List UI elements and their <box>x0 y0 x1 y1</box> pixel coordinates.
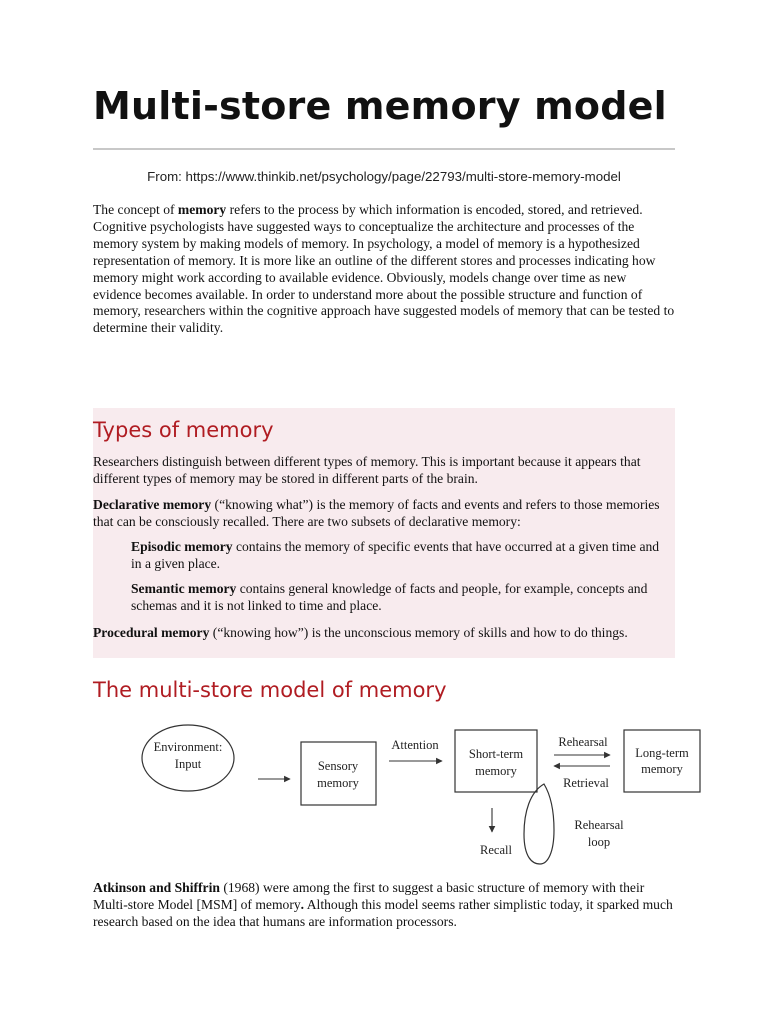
episodic-text: contains the memory of specific events that have occurred at a given time and in a given place. <box>131 539 660 571</box>
page-title: Multi-store memory model <box>93 84 667 128</box>
msm-heading: The multi-store model of memory <box>93 678 447 702</box>
multi-store-model-diagram <box>130 712 710 872</box>
sensory-label-line1: Sensory <box>317 759 359 773</box>
intro-text-start: The concept of <box>93 202 178 217</box>
semantic-text: contains general knowledge of facts and people, for example, concepts and schemas and it is not linked to time and place. <box>131 581 648 613</box>
intro-text-rest: refers to the process by which information is encoded, stored, and retrieved. Cognitive psychologists have suggested ways to conceptualize the architecture and processes of the memory system by making models of memory. In psychology, a model of memory is a hypothesized representation of memory. It is more like an outline of the different stores and processes indicating how memory might work according to available evidence. Obviously, models change over time as new evidence becomes available. In order to understand more about the possible structure and function of memory, researchers within the cognitive approach have suggested models of memory that can be tested to determine their validity. <box>93 202 675 336</box>
semantic-paragraph <box>131 581 661 615</box>
ltm-label-line1: Long-term <box>635 746 689 760</box>
long-term-memory-node <box>624 730 700 792</box>
semantic-term: Semantic memory <box>131 581 237 596</box>
intro-bold-term: memory <box>177 202 227 217</box>
rehearsal-loop-label-line1: Rehearsal <box>574 818 624 832</box>
authors-term: Atkinson and Shiffrin <box>93 880 220 895</box>
short-term-memory-node <box>455 730 537 792</box>
procedural-text: (“knowing how”) is the unconscious memory of skills and how to do things. <box>209 625 628 640</box>
final-text-part2: Although this model seems rather simplistic today, it sparked much research based on the idea that humans are information processors. <box>93 896 673 929</box>
episodic-paragraph <box>131 539 661 573</box>
intro-paragraph <box>93 202 677 337</box>
sensory-label-line2: memory <box>317 776 359 790</box>
declarative-text: (“knowing what”) is the memory of facts and events and refers to those memories that can be consciously recalled. There are two subsets of declarative memory: <box>93 497 660 529</box>
procedural-paragraph <box>93 625 675 642</box>
title-divider <box>93 148 675 150</box>
types-heading: Types of memory <box>93 418 274 442</box>
declarative-term: Declarative memory <box>93 497 212 512</box>
environment-label-line1: Environment: <box>153 740 223 754</box>
stm-label-line2: memory <box>475 764 517 778</box>
attention-label: Attention <box>391 738 439 752</box>
rehearsal-loop-label-line2: loop <box>587 835 611 849</box>
stm-label-line1: Short-term <box>468 747 524 761</box>
final-text-part1: (1968) were among the first to suggest a basic structure of memory with their Multi-store Model [MSM] of memory <box>93 880 645 912</box>
sensory-memory-node <box>301 742 376 805</box>
retrieval-label: Retrieval <box>563 776 609 790</box>
types-intro-paragraph: Researchers distinguish between different types of memory. This is important because it appears that different types of memory may be stored in different parts of the brain. <box>93 454 641 486</box>
atkinson-shiffrin-paragraph <box>93 880 677 931</box>
episodic-term: Episodic memory <box>131 539 233 554</box>
source-citation: From: https://www.thinkib.net/psychology/page/22793/multi-store-memory-model <box>147 169 621 184</box>
ltm-label-line2: memory <box>641 762 683 776</box>
types-of-memory-panel <box>93 408 675 658</box>
procedural-term: Procedural memory <box>93 625 210 640</box>
rehearsal-label: Rehearsal <box>558 735 608 749</box>
recall-label: Recall <box>480 843 512 857</box>
rehearsal-loop-icon <box>524 784 554 864</box>
declarative-paragraph <box>93 497 675 531</box>
environment-label-line2: Input <box>174 757 202 771</box>
final-bold-period: . <box>300 896 305 912</box>
